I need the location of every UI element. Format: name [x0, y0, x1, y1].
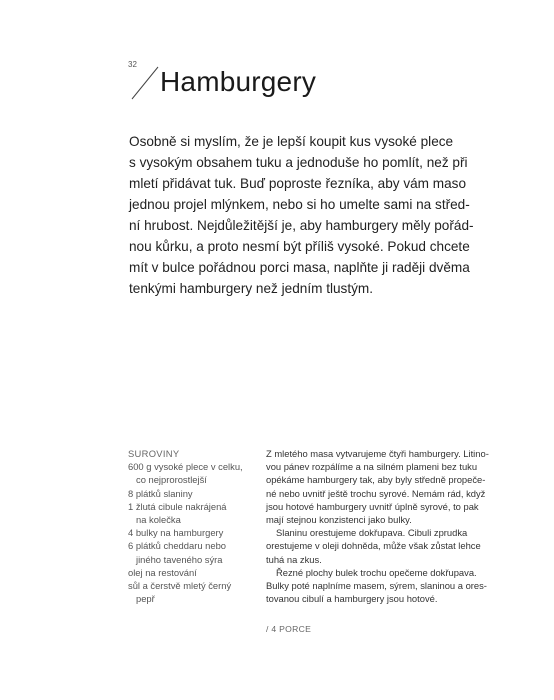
method-block [266, 447, 498, 605]
ingredient-text: olej na restování [128, 566, 197, 578]
ingredient-item [128, 500, 263, 526]
ingredients-list [128, 460, 263, 605]
ingredients-block [128, 447, 263, 605]
intro-line: jednou projel mlýnkem, nebo si ho umelte sami na střed- [129, 197, 470, 212]
ingredient-item [128, 579, 263, 605]
intro-line: tenkými hamburgery než jedním tlustým. [129, 281, 374, 296]
intro-paragraph [129, 131, 491, 299]
intro-line: Osobně si myslím, že je lepší koupit kus vysoké plece [129, 134, 454, 149]
ingredient-item [128, 566, 263, 579]
ingredient-text: pepř [136, 593, 155, 605]
title-slash [130, 66, 160, 100]
method-line: tovanou cibulí a hamburgery jsou hotové. [266, 593, 438, 605]
ingredient-item [128, 487, 263, 500]
ingredient-text: 1 žlutá cibule nakrájená [128, 500, 227, 512]
method-paragraph [266, 526, 498, 566]
ingredients-heading: SUROVINY [128, 448, 180, 459]
ingredient-text: jiného taveného sýra [136, 553, 223, 565]
ingredient-item [128, 539, 263, 565]
method-line: vou pánev rozpálíme a na silném plameni bez tuku [266, 461, 478, 473]
ingredient-text: na kolečka [136, 514, 181, 526]
method-line: mají stejnou konzistenci jako bulky. [266, 514, 412, 526]
intro-line: ní hrubost. Nejdůležitější je, aby hamburgery měly pořád- [129, 218, 474, 233]
servings-label: / 4 PORCE [266, 624, 312, 634]
method-line: jsou hotové hamburgery uvnitř úplně syrové, to pak [266, 500, 479, 512]
method-line: Slaninu orestujeme dokřupava. Cibuli zprudka [276, 527, 468, 539]
method-line: Bulky poté naplníme masem, sýrem, slaninou a ores- [266, 580, 487, 592]
method-line: orestujeme v oleji dohněda, může však zůstat lehce [266, 540, 481, 552]
recipe-title: Hamburgery [160, 66, 317, 97]
ingredient-text: 600 g vysoké plece v celku, [128, 461, 243, 473]
intro-line: mletí přidávat tuk. Buď poproste řezníka, aby vám maso [129, 176, 467, 191]
intro-line: nou kůrku, a proto nesmí být příliš vysoké. Pokud chcete [129, 239, 470, 254]
intro-line: s vysokým obsahem tuku a jednoduše ho pomlít, než při [129, 155, 468, 170]
method-line: tuhá na zkus. [266, 553, 322, 565]
method-line: Z mletého masa vytvarujeme čtyři hamburgery. Litino- [266, 448, 489, 459]
ingredient-item [128, 526, 263, 539]
ingredient-text: co nejprorostlejší [136, 474, 207, 486]
method-paragraph [266, 447, 498, 526]
method-line: opékáme hamburgery tak, aby byly středně propeče- [266, 474, 486, 486]
method-line: Řezné plochy bulek trochu opečeme dokřupava. [276, 566, 477, 578]
method-paragraph [266, 566, 498, 606]
method-line: né nebo uvnitř ještě trochu syrové. Nemám rád, když [266, 487, 486, 499]
ingredient-text: 8 plátků slaniny [128, 487, 193, 499]
ingredient-text: 4 bulky na hamburgery [128, 527, 224, 539]
ingredient-text: 6 plátků cheddaru nebo [128, 540, 226, 552]
intro-line: mít v bulce pořádnou porci masa, naplňte ji raději dvěma [129, 260, 470, 275]
ingredient-item [128, 460, 263, 486]
ingredient-text: sůl a čerstvě mletý černý [128, 580, 232, 592]
page-number: 32 [128, 60, 137, 69]
